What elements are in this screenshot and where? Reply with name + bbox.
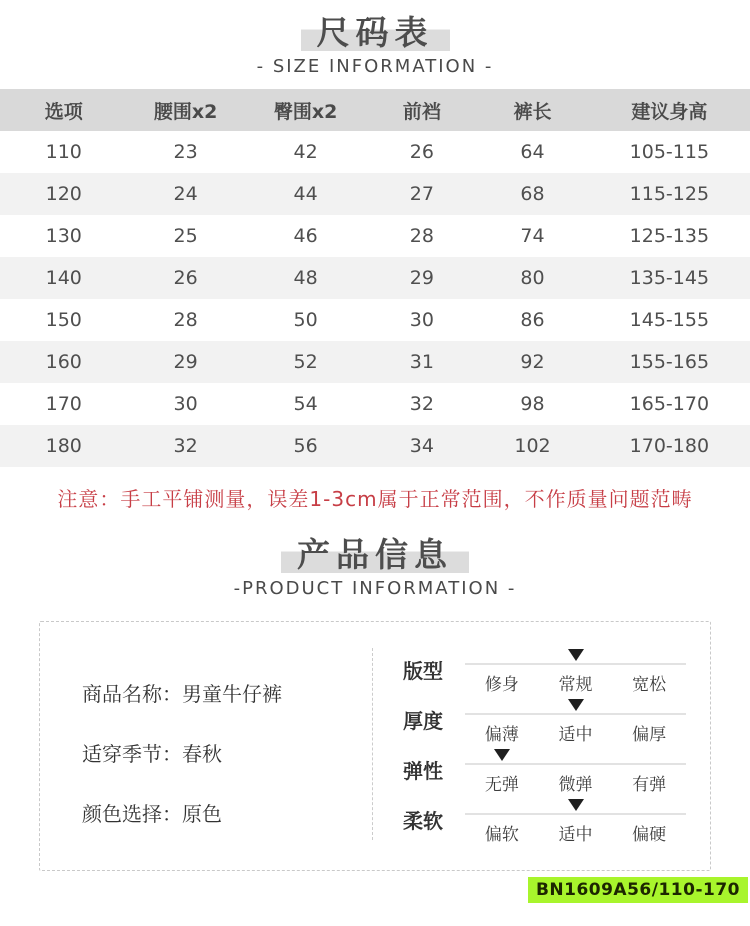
size-cell: 29 [409, 267, 434, 290]
size-table-header-row [0, 89, 750, 131]
scale-option-label: 偏薄 [484, 725, 519, 746]
size-cell: 27 [409, 183, 434, 206]
product-code-row [0, 877, 748, 903]
size-cell: 86 [520, 309, 545, 332]
size-column-header: 前裆 [368, 89, 477, 131]
size-table-row [0, 257, 750, 299]
attribute-scale [465, 798, 686, 848]
size-table-row [0, 173, 750, 215]
size-column-header: 建议身高 [589, 89, 750, 131]
size-cell: 25 [173, 225, 198, 248]
scale-option-label: 常规 [558, 675, 593, 696]
measurement-note: 注意：手工平铺测量，误差1-3cm属于正常范围，不作质量问题范畴 [57, 487, 693, 512]
size-cell: 145-155 [629, 309, 710, 332]
attribute-scale [465, 698, 686, 748]
size-cell: 50 [293, 309, 318, 332]
product-details [40, 622, 372, 870]
product-title: 产品信息 [281, 534, 469, 576]
size-cell: 44 [293, 183, 318, 206]
attribute-label: 弹性 [403, 759, 443, 784]
size-cell: 64 [520, 141, 545, 164]
size-table [0, 89, 750, 467]
scale-option-label: 宽松 [632, 675, 667, 696]
attribute-row [403, 798, 686, 848]
size-column-header: 选项 [0, 89, 128, 131]
scale-options [465, 770, 686, 795]
scale-line [465, 663, 686, 665]
selected-marker-icon [568, 699, 584, 711]
size-cell: 34 [409, 435, 434, 458]
selected-marker-icon [494, 749, 510, 761]
size-cell: 135-145 [629, 267, 710, 290]
detail-value: 男童牛仔裤 [182, 682, 282, 707]
size-cell: 29 [173, 351, 198, 374]
scale-option-label: 偏硬 [632, 825, 667, 846]
scale-option-label: 无弹 [484, 775, 519, 796]
size-table-row [0, 131, 750, 173]
size-column-header: 臀围x2 [244, 89, 368, 131]
size-cell: 28 [409, 225, 434, 248]
scale-option-label: 有弹 [632, 775, 667, 796]
size-cell: 42 [293, 141, 318, 164]
product-section-header [0, 534, 750, 599]
detail-label: 商品名称： [82, 682, 182, 707]
size-table-row [0, 383, 750, 425]
scale-options [465, 720, 686, 745]
scale-option-label: 修身 [484, 675, 519, 696]
size-subtitle: - SIZE INFORMATION - [256, 56, 494, 78]
scale-option-label: 偏厚 [632, 725, 667, 746]
size-cell: 26 [173, 267, 198, 290]
detail-label: 颜色选择： [82, 802, 182, 827]
size-cell: 115-125 [629, 183, 710, 206]
size-cell: 26 [409, 141, 434, 164]
product-subtitle: -PRODUCT INFORMATION - [233, 578, 517, 600]
size-cell: 140 [45, 267, 82, 290]
size-column-header: 裤长 [476, 89, 589, 131]
size-cell: 125-135 [629, 225, 710, 248]
size-cell: 80 [520, 267, 545, 290]
size-cell: 32 [409, 393, 434, 416]
size-cell: 68 [520, 183, 545, 206]
scale-options [465, 670, 686, 695]
size-cell: 32 [173, 435, 198, 458]
size-cell: 150 [45, 309, 82, 332]
scale-line [465, 813, 686, 815]
size-cell: 54 [293, 393, 318, 416]
scale-option-label: 偏软 [484, 825, 519, 846]
size-table-row [0, 215, 750, 257]
size-cell: 110 [45, 141, 82, 164]
attribute-label: 柔软 [403, 809, 443, 834]
selected-marker-icon [568, 799, 584, 811]
product-info-box [39, 621, 711, 871]
attribute-row [403, 648, 686, 698]
product-detail-line [82, 738, 372, 767]
product-detail-line [82, 798, 372, 827]
size-cell: 130 [45, 225, 82, 248]
size-cell: 31 [409, 351, 434, 374]
scale-options [465, 820, 686, 845]
detail-label: 适穿季节： [82, 742, 182, 767]
size-cell: 30 [409, 309, 434, 332]
size-table-row [0, 341, 750, 383]
scale-option-label: 适中 [558, 825, 593, 846]
size-cell: 48 [293, 267, 318, 290]
size-cell: 98 [520, 393, 545, 416]
scale-option-label: 适中 [558, 725, 593, 746]
size-cell: 24 [173, 183, 198, 206]
scale-line [465, 763, 686, 765]
size-cell: 46 [293, 225, 318, 248]
product-code-badge: BN1609A56/110-170 [528, 877, 748, 903]
size-cell: 52 [293, 351, 318, 374]
size-cell: 23 [173, 141, 198, 164]
attribute-label: 版型 [403, 659, 443, 684]
size-section-header [0, 0, 750, 77]
size-cell: 30 [173, 393, 198, 416]
size-cell: 92 [520, 351, 545, 374]
scale-option-label: 微弹 [558, 775, 593, 796]
product-detail-line [82, 678, 372, 707]
size-table-row [0, 299, 750, 341]
size-cell: 102 [514, 435, 551, 458]
size-column-header: 腰围x2 [128, 89, 244, 131]
product-attributes [373, 622, 710, 870]
size-cell: 170-180 [629, 435, 710, 458]
size-cell: 105-115 [629, 141, 710, 164]
size-cell: 28 [173, 309, 198, 332]
size-cell: 120 [45, 183, 82, 206]
attribute-label: 厚度 [403, 709, 443, 734]
attribute-row [403, 748, 686, 798]
detail-value: 春秋 [182, 742, 222, 767]
attribute-scale [465, 648, 686, 698]
detail-value: 原色 [182, 802, 222, 827]
size-cell: 155-165 [629, 351, 710, 374]
size-cell: 180 [45, 435, 82, 458]
size-cell: 160 [45, 351, 82, 374]
size-cell: 170 [45, 393, 82, 416]
attribute-row [403, 698, 686, 748]
selected-marker-icon [568, 649, 584, 661]
size-cell: 165-170 [629, 393, 710, 416]
size-table-row [0, 425, 750, 467]
scale-line [465, 713, 686, 715]
size-title: 尺码表 [301, 12, 450, 54]
size-cell: 56 [293, 435, 318, 458]
attribute-scale [465, 748, 686, 798]
size-cell: 74 [520, 225, 545, 248]
